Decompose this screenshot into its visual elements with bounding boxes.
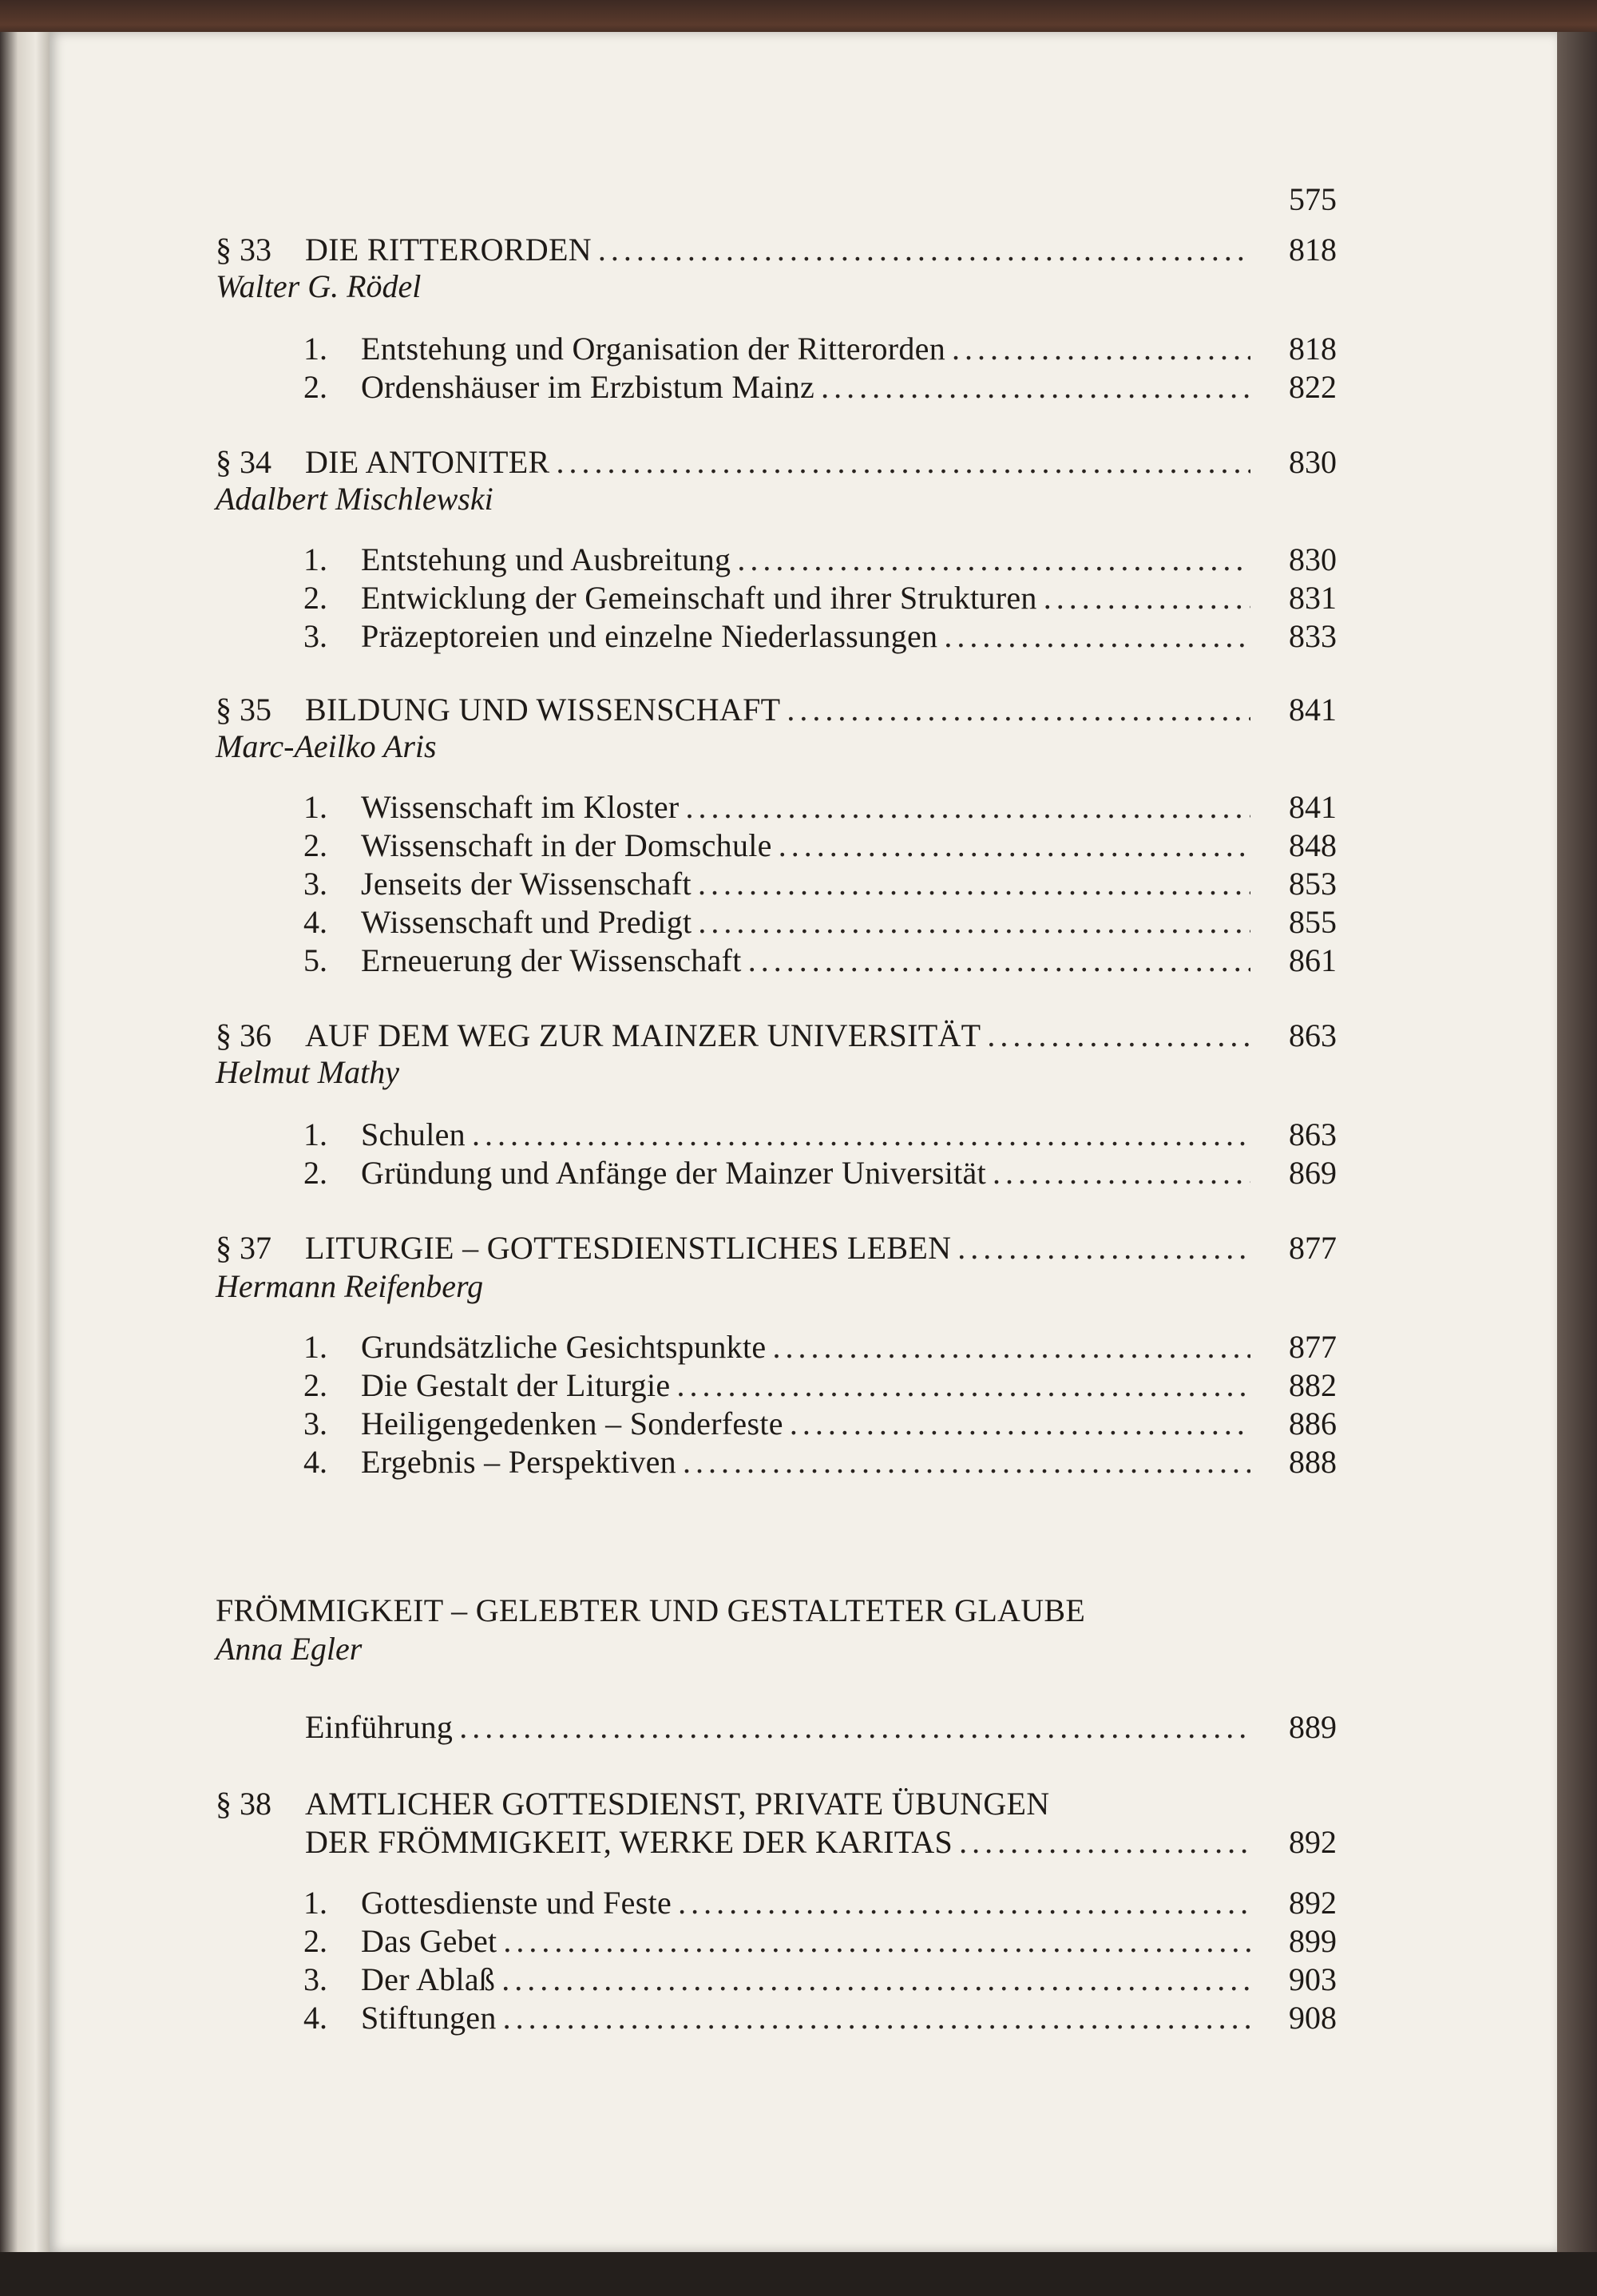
section-number: § 38 [216, 1786, 271, 1822]
section-number: § 37 [216, 1230, 271, 1266]
entry-number: 1. [303, 541, 327, 577]
entry-title: Grundsätzliche Gesichtspunkte [361, 1329, 767, 1365]
page-number: 575 [1289, 181, 1337, 217]
leader-dots [556, 442, 1250, 482]
entry-title: Gründung und Anfänge der Mainzer Universität [361, 1155, 986, 1191]
section-number: § 35 [216, 692, 271, 728]
section-title: DIE ANTONITER [305, 444, 550, 480]
section-title: BILDUNG UND WISSENSCHAFT [305, 692, 781, 728]
toc-entry [50, 1921, 1337, 1961]
entry-number: 5. [303, 942, 327, 978]
section-author: Helmut Mathy [216, 1054, 399, 1090]
entry-title: Entstehung und Organisation der Ritterorden [361, 331, 946, 367]
part-author: Anna Egler [216, 1631, 363, 1667]
leader-dots [957, 1228, 1250, 1268]
right-cover-edge [1554, 32, 1597, 2268]
entry-title: Entstehung und Ausbreitung [361, 541, 731, 577]
page-ref: 830 [1289, 541, 1337, 577]
entry-number: 1. [303, 1885, 327, 1921]
toc-section-heading [50, 1228, 1337, 1268]
leader-dots [993, 1153, 1250, 1193]
entry-title: Präzeptoreien und einzelne Niederlassungen [361, 618, 938, 654]
entry-title: Ergebnis – Perspektiven [361, 1444, 676, 1480]
page-ref: 830 [1289, 444, 1337, 480]
entry-title: Das Gebet [361, 1923, 497, 1959]
leader-dots [959, 1822, 1250, 1862]
entry-number: 2. [303, 1923, 327, 1959]
toc-section-heading [50, 442, 1337, 482]
section-title-line-2: DER FRÖMMIGKEIT, WERKE DER KARITAS [305, 1824, 953, 1860]
toc-entry [50, 617, 1337, 656]
page-ref: 892 [1289, 1824, 1337, 1860]
entry-number: 1. [303, 1329, 327, 1365]
page-ref: 818 [1289, 331, 1337, 367]
section-title: DIE RITTERORDEN [305, 232, 592, 268]
entry-title: Wissenschaft im Kloster [361, 789, 680, 825]
toc-section-heading [50, 230, 1337, 270]
toc-entry [50, 578, 1337, 618]
entry-title: Ordenshäuser im Erzbistum Mainz [361, 369, 815, 405]
entry-title: Stiftungen [361, 2000, 497, 2036]
entry-number: 4. [303, 904, 327, 940]
toc-section-heading [50, 690, 1337, 730]
toc-entry [50, 941, 1337, 981]
toc-entry [50, 1442, 1337, 1482]
page-ref: 889 [1289, 1709, 1337, 1745]
section-title-line-1: AMTLICHER GOTTESDIENST, PRIVATE ÜBUNGEN [305, 1786, 1050, 1822]
entry-title: Gottesdienste und Feste [361, 1885, 672, 1921]
leader-dots [821, 367, 1250, 407]
toc-entry [50, 864, 1337, 904]
leader-dots [787, 690, 1250, 730]
page-ref: 886 [1289, 1406, 1337, 1441]
entry-title: Entwicklung der Gemeinschaft und ihrer Strukturen [361, 580, 1037, 616]
entry-number: 2. [303, 1155, 327, 1191]
page-ref: 855 [1289, 904, 1337, 940]
entry-title: Jenseits der Wissenschaft [361, 866, 692, 902]
page-ref: 841 [1289, 789, 1337, 825]
section-title: LITURGIE – GOTTESDIENSTLICHES LEBEN [305, 1230, 952, 1266]
leader-dots [987, 1016, 1250, 1056]
leader-dots [779, 826, 1250, 866]
section-author: Walter G. Rödel [216, 268, 422, 304]
toc-entry [50, 1960, 1337, 2000]
entry-number: 3. [303, 618, 327, 654]
entry-title: Wissenschaft und Predigt [361, 904, 692, 940]
page-ref: 822 [1289, 369, 1337, 405]
page-ref: 841 [1289, 692, 1337, 728]
toc-entry [50, 1883, 1337, 1923]
entry-title: Die Gestalt der Liturgie [361, 1367, 671, 1403]
leader-dots [952, 329, 1250, 369]
part-title: FRÖMMIGKEIT – GELEBTER UND GESTALTETER GLAUBE [216, 1592, 1086, 1628]
entry-number: 3. [303, 1406, 327, 1441]
page-ref: 869 [1289, 1155, 1337, 1191]
section-number: § 33 [216, 232, 271, 268]
leader-dots [698, 864, 1250, 904]
entry-title: Einführung [305, 1709, 454, 1745]
entry-number: 2. [303, 1367, 327, 1403]
entry-title: Der Ablaß [361, 1961, 496, 1997]
toc-entry [50, 1327, 1337, 1367]
leader-dots [678, 1883, 1250, 1923]
entry-number: 3. [303, 1961, 327, 1997]
leader-dots [944, 617, 1250, 656]
toc-section-heading-cont [50, 1822, 1337, 1862]
leader-dots [598, 230, 1250, 270]
entry-number: 1. [303, 789, 327, 825]
entry-number: 1. [303, 331, 327, 367]
leader-dots [459, 1707, 1250, 1747]
entry-title: Wissenschaft in der Domschule [361, 827, 772, 863]
bottom-background [0, 2252, 1597, 2296]
leader-dots [748, 941, 1250, 981]
toc-entry [50, 826, 1337, 866]
page-ref: 877 [1289, 1230, 1337, 1266]
leader-dots [503, 1921, 1250, 1961]
page-ref: 861 [1289, 942, 1337, 978]
entry-number: 2. [303, 827, 327, 863]
leader-dots [503, 1998, 1250, 2038]
page-ref: 848 [1289, 827, 1337, 863]
leader-dots [698, 902, 1250, 942]
section-title: AUF DEM WEG ZUR MAINZER UNIVERSITÄT [305, 1017, 981, 1053]
toc-entry [50, 540, 1337, 580]
leader-dots [683, 1442, 1250, 1482]
leader-dots [1044, 578, 1250, 618]
section-number: § 36 [216, 1017, 271, 1053]
leader-dots [676, 1366, 1250, 1406]
page-ref: 853 [1289, 866, 1337, 902]
page-ref: 903 [1289, 1961, 1337, 1997]
leader-dots [737, 540, 1250, 580]
page-ref: 831 [1289, 580, 1337, 616]
toc-entry [50, 787, 1337, 827]
toc-entry [50, 329, 1337, 369]
leader-dots [472, 1115, 1250, 1155]
section-author: Hermann Reifenberg [216, 1268, 484, 1304]
page-ref: 899 [1289, 1923, 1337, 1959]
toc-section-heading [50, 1016, 1337, 1056]
page-ref: 882 [1289, 1367, 1337, 1403]
page-ref: 908 [1289, 2000, 1337, 2036]
page-ref: 863 [1289, 1017, 1337, 1053]
entry-title: Heiligengedenken – Sonderfeste [361, 1406, 783, 1441]
page-ref: 863 [1289, 1116, 1337, 1152]
toc-entry [50, 1404, 1337, 1444]
page-ref: 833 [1289, 618, 1337, 654]
entry-title: Erneuerung der Wissenschaft [361, 942, 742, 978]
entry-number: 4. [303, 1444, 327, 1480]
toc-entry [50, 902, 1337, 942]
leader-dots [790, 1404, 1250, 1444]
leader-dots [686, 787, 1250, 827]
leader-dots [772, 1327, 1250, 1367]
leader-dots [501, 1960, 1250, 2000]
entry-number: 2. [303, 580, 327, 616]
page-ref: 892 [1289, 1885, 1337, 1921]
entry-title: Schulen [361, 1116, 466, 1152]
section-author: Adalbert Mischlewski [216, 481, 493, 517]
entry-number: 2. [303, 369, 327, 405]
section-author: Marc-Aeilko Aris [216, 728, 437, 764]
page-ref: 888 [1289, 1444, 1337, 1480]
toc-entry [50, 1115, 1337, 1155]
page-ref: 877 [1289, 1329, 1337, 1365]
entry-number: 1. [303, 1116, 327, 1152]
page-ref: 818 [1289, 232, 1337, 268]
toc-entry [50, 1998, 1337, 2038]
toc-entry [50, 1366, 1337, 1406]
toc-entry-intro [50, 1707, 1337, 1747]
toc-page [50, 32, 1557, 2252]
left-page-edge [0, 32, 51, 2268]
entry-number: 3. [303, 866, 327, 902]
entry-number: 4. [303, 2000, 327, 2036]
toc-section-heading [50, 1784, 1337, 1824]
toc-entry [50, 1153, 1337, 1193]
toc-entry [50, 367, 1337, 407]
section-number: § 34 [216, 444, 271, 480]
